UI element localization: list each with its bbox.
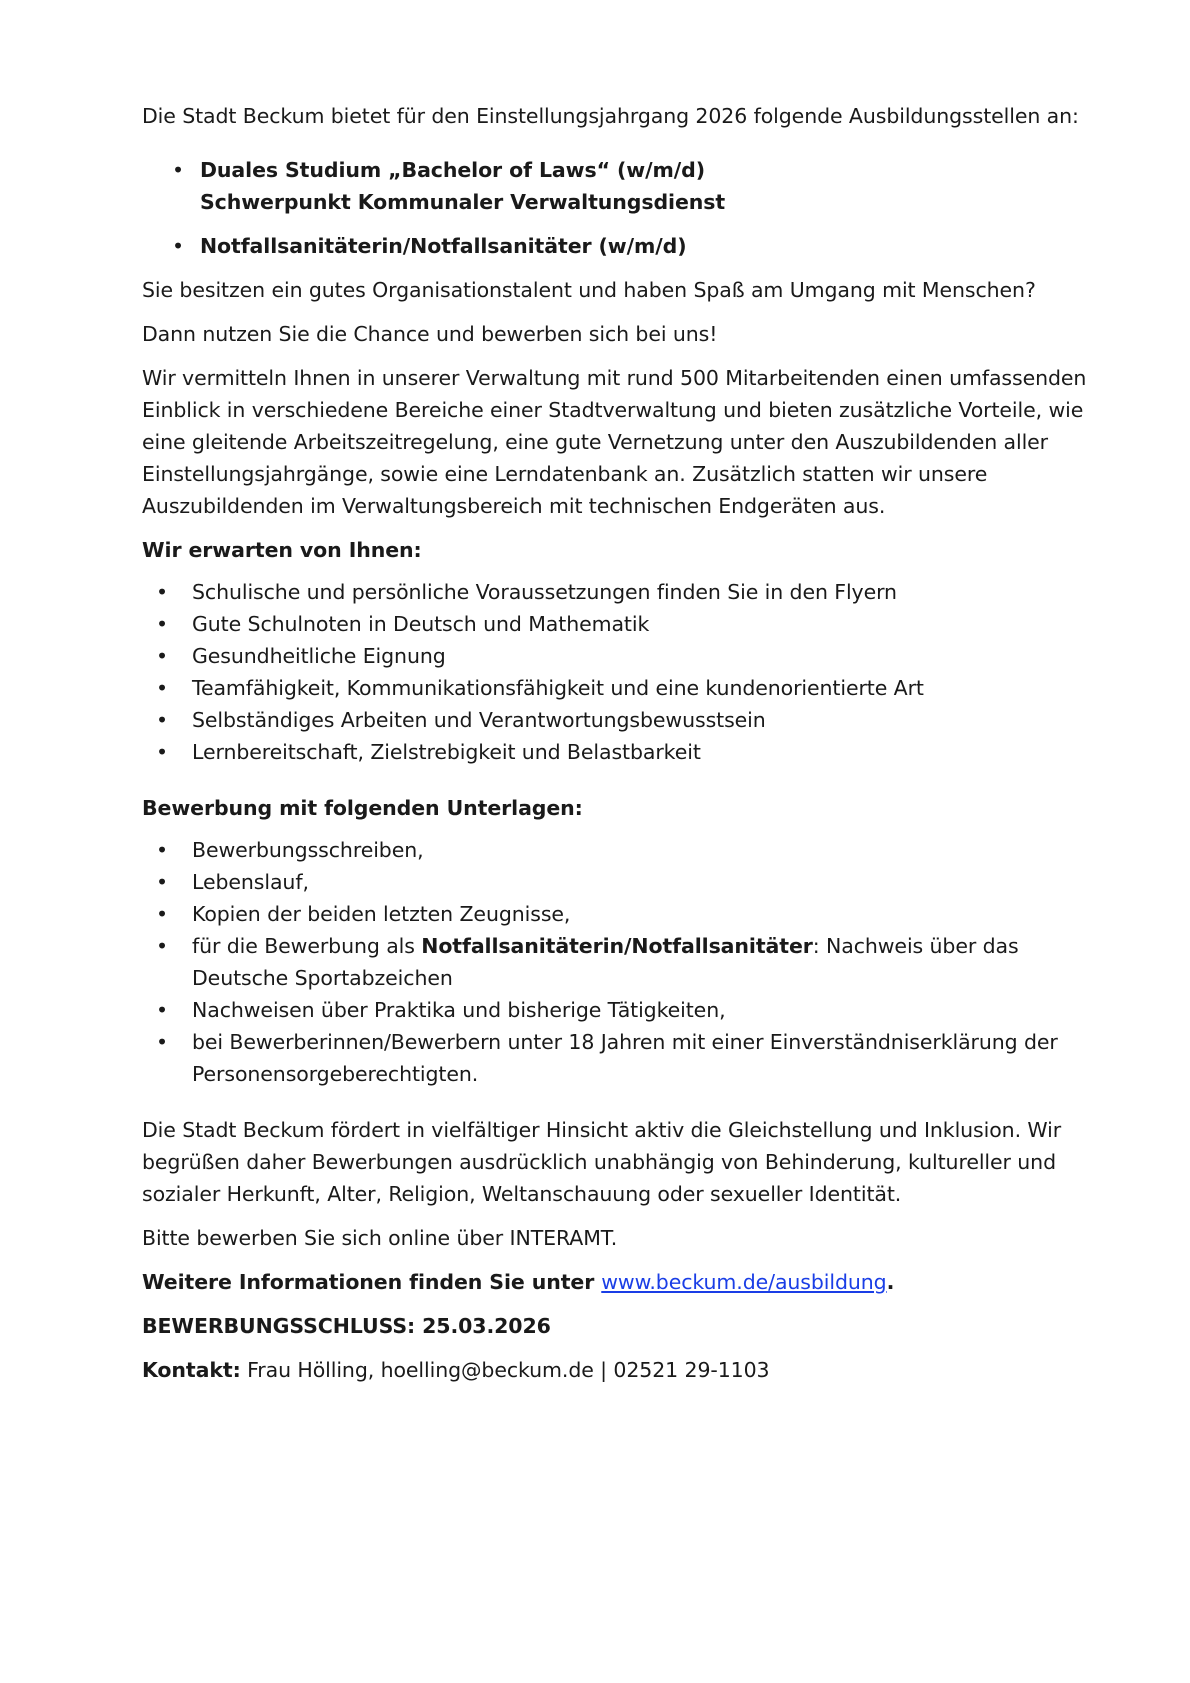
list-item: • Bewerbungsschreiben,: [142, 834, 1092, 866]
expectations-list: [142, 576, 1092, 768]
paragraph-chance: Dann nutzen Sie die Chance und bewerben sich bei uns!: [142, 322, 718, 346]
documents-heading: Bewerbung mit folgenden Unterlagen:: [142, 796, 583, 820]
positions-list: [142, 154, 1092, 262]
more-info-suffix: .: [886, 1270, 895, 1294]
apply-online-text: Bitte bewerben Sie sich online über INTERAMT.: [142, 1226, 618, 1250]
document-page: [142, 100, 1092, 1398]
list-item: • Gesundheitliche Eignung: [142, 640, 1092, 672]
ausbildung-link[interactable]: www.beckum.de/ausbildung: [601, 1270, 887, 1294]
deadline: [142, 1310, 1092, 1342]
list-item: • bei Bewerberinnen/Bewerbern unter 18 Jahren mit einer Einverständniserklärung der Personensorgeberechtigten.: [142, 1026, 1092, 1090]
sport-bold: Notfallsanitäterin/Notfallsanitäter: [421, 934, 813, 958]
deadline-text: BEWERBUNGSSCHLUSS: 25.03.2026: [142, 1314, 551, 1338]
list-item: • Lebenslauf,: [142, 866, 1092, 898]
inclusion-text: Die Stadt Beckum fördert in vielfältiger Hinsicht aktiv die Gleichstellung und Inklusion. Wir begrüßen daher Bewerbungen ausdrücklich unabhängig von Behinderung, kultureller und sozialer Herkunft, Alter, Religion, Weltanschauung oder sexueller Identität.: [142, 1118, 1062, 1206]
expectations-heading: Wir erwarten von Ihnen:: [142, 538, 422, 562]
more-info: [142, 1266, 1092, 1298]
sport-suffix: : Nachweis über das Deutsche Sportabzeichen: [192, 934, 1019, 990]
position-title: Notfallsanitäterin/Notfallsanitäter (w/m/d): [200, 234, 687, 258]
intro-text: Die Stadt Beckum bietet für den Einstellungsjahrgang 2026 folgende Ausbildungsstellen an:: [142, 104, 1079, 128]
list-item: • Schulische und persönliche Voraussetzungen finden Sie in den Flyern: [142, 576, 1092, 608]
list-item: • Gute Schulnoten in Deutsch und Mathematik: [142, 608, 1092, 640]
position-subtitle: Schwerpunkt Kommunaler Verwaltungsdienst: [200, 190, 726, 214]
paragraph-question: Sie besitzen ein gutes Organisationstalent und haben Spaß am Umgang mit Menschen?: [142, 278, 1036, 302]
contact-label: Kontakt:: [142, 1358, 241, 1382]
more-info-label: Weitere Informationen finden Sie unter: [142, 1270, 602, 1294]
paragraph-offer: Wir vermitteln Ihnen in unserer Verwaltung mit rund 500 Mitarbeitenden einen umfassenden Einblick in verschiedene Bereiche einer Stadtverwaltung und bieten zusätzliche Vorteile, wie eine gleitende Arbeitszeitregelung, eine gute Vernetzung unter den Auszubildenden aller Einstellungsjahrgänge, sowie eine Lerndatenbank an. Zusätzlich statten wir unsere Auszubildenden im Verwaltungsbereich mit technischen Endgeräten aus.: [142, 366, 1087, 518]
position-item: [142, 230, 1092, 262]
contact-text: Frau Hölling, hoelling@beckum.de | 02521 29-1103: [240, 1358, 770, 1382]
list-item: • Kopien der beiden letzten Zeugnisse,: [142, 898, 1092, 930]
position-item: [142, 154, 1092, 218]
documents-list: [142, 834, 1092, 1090]
list-item: • Selbständiges Arbeiten und Verantwortungsbewusstsein: [142, 704, 1092, 736]
position-title: Duales Studium „Bachelor of Laws“ (w/m/d): [200, 158, 705, 182]
list-item: • Teamfähigkeit, Kommunikationsfähigkeit und eine kundenorientierte Art: [142, 672, 1092, 704]
list-item-sport: [142, 930, 1092, 994]
list-item: • Nachweisen über Praktika und bisherige Tätigkeiten,: [142, 994, 1092, 1026]
sport-prefix: für die Bewerbung als: [192, 934, 422, 958]
list-item: • Lernbereitschaft, Zielstrebigkeit und Belastbarkeit: [142, 736, 1092, 768]
contact: [142, 1354, 1092, 1386]
